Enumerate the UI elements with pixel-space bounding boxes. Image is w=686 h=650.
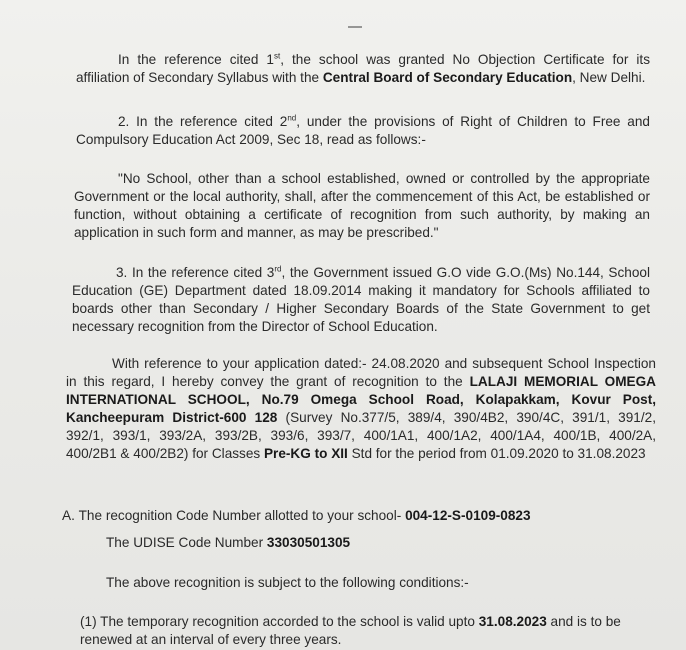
page-top-mark bbox=[348, 26, 362, 28]
classes-range: Pre-KG to XII bbox=[263, 446, 348, 461]
para1-text-b: , the school was granted No Objection Certificate for its affiliation of Secondary Syllabus with the bbox=[76, 52, 650, 85]
para2-superscript: nd bbox=[287, 113, 297, 123]
paragraph-recognition-grant bbox=[66, 355, 656, 463]
school-name-address: LALAJI MEMORIAL OMEGA INTERNATIONAL SCHOOL, No.79 Omega School Road, Kolapakkam, Kovur Post, Kancheepuram District-600 128 bbox=[66, 374, 656, 425]
condition-1-number: (1) bbox=[80, 614, 97, 629]
para3-text-a: 3. In the reference cited 3 bbox=[116, 265, 275, 280]
para3-text-b: , the Government issued G.O vide G.O.(Ms) No.144, School Education (GE) Department dated 18.09.2014 making it mandatory for Schools affiliated to boards other than Secondary / Higher Secondary Boards of the State Government to get necessary recognition from the Director of School Education. bbox=[72, 265, 650, 334]
recognition-code-label: The recognition Code Number allotted to your school- bbox=[78, 508, 406, 523]
para1-text-a: In the reference cited 1 bbox=[118, 52, 274, 67]
conditions-intro-text: The above recognition is subject to the following conditions:- bbox=[106, 575, 469, 590]
para2-text-a: 2. In the reference cited 2 bbox=[118, 114, 288, 129]
condition-1 bbox=[80, 613, 670, 649]
section-a-marker: A. bbox=[62, 508, 75, 523]
conditions-intro bbox=[106, 574, 666, 592]
board-name: Central Board of Secondary Education bbox=[322, 70, 573, 85]
quoted-section-18 bbox=[74, 170, 650, 242]
survey-numbers: (Survey No.377/5, 389/4, 390/4B2, 390/4C, 391/1, 391/2, 392/1, 393/1, 393/2A, 393/2B, 393/6, 393/7, 400/1A1, 400/1A2, 400/1A4, 400/1B, 400/2A, 400/2B1 & 400/2B2) bbox=[66, 410, 656, 461]
udise-code-label: The UDISE Code Number bbox=[106, 535, 267, 550]
para3-superscript: rd bbox=[274, 264, 282, 274]
para2-text-b: , under the provisions of Right of Children to Free and Compulsory Education Act 2009, Sec 18, read as follows:- bbox=[76, 114, 650, 147]
recognition-code-value: 004-12-S-0109-0823 bbox=[405, 508, 531, 523]
para1-text-c: , New Delhi. bbox=[572, 70, 646, 85]
paragraph-noc bbox=[76, 51, 650, 87]
para4-text-b: for Classes bbox=[188, 446, 264, 461]
paragraph-go-144 bbox=[72, 264, 650, 336]
udise-code-line bbox=[106, 534, 666, 552]
condition-1-text-a: The temporary recognition accorded to the school is valid upto bbox=[100, 614, 479, 629]
quote-text: "No School, other than a school established, owned or controlled by the appropriate Government or the local authority, shall, after the commencement of this Act, be established or function, without obtaining a certificate of recognition from such authority, by making an application in such form and manner, as may be prescribed." bbox=[74, 171, 650, 240]
para4-text-c: Std for the period from 01.09.2020 to 31.08.2023 bbox=[347, 446, 646, 461]
para1-superscript: st bbox=[273, 51, 281, 61]
paragraph-rte-act bbox=[76, 113, 650, 149]
para4-text-a: With reference to your application dated:- 24.08.2020 and subsequent School Inspection in this regard, I hereby convey the grant of recognition to the bbox=[66, 356, 656, 389]
condition-1-date: 31.08.2023 bbox=[478, 614, 547, 629]
udise-code-value: 33030501305 bbox=[266, 535, 351, 550]
condition-1-text-b: and is to be renewed at an interval of every three years. bbox=[80, 614, 621, 647]
section-a-recognition-code bbox=[62, 507, 662, 525]
